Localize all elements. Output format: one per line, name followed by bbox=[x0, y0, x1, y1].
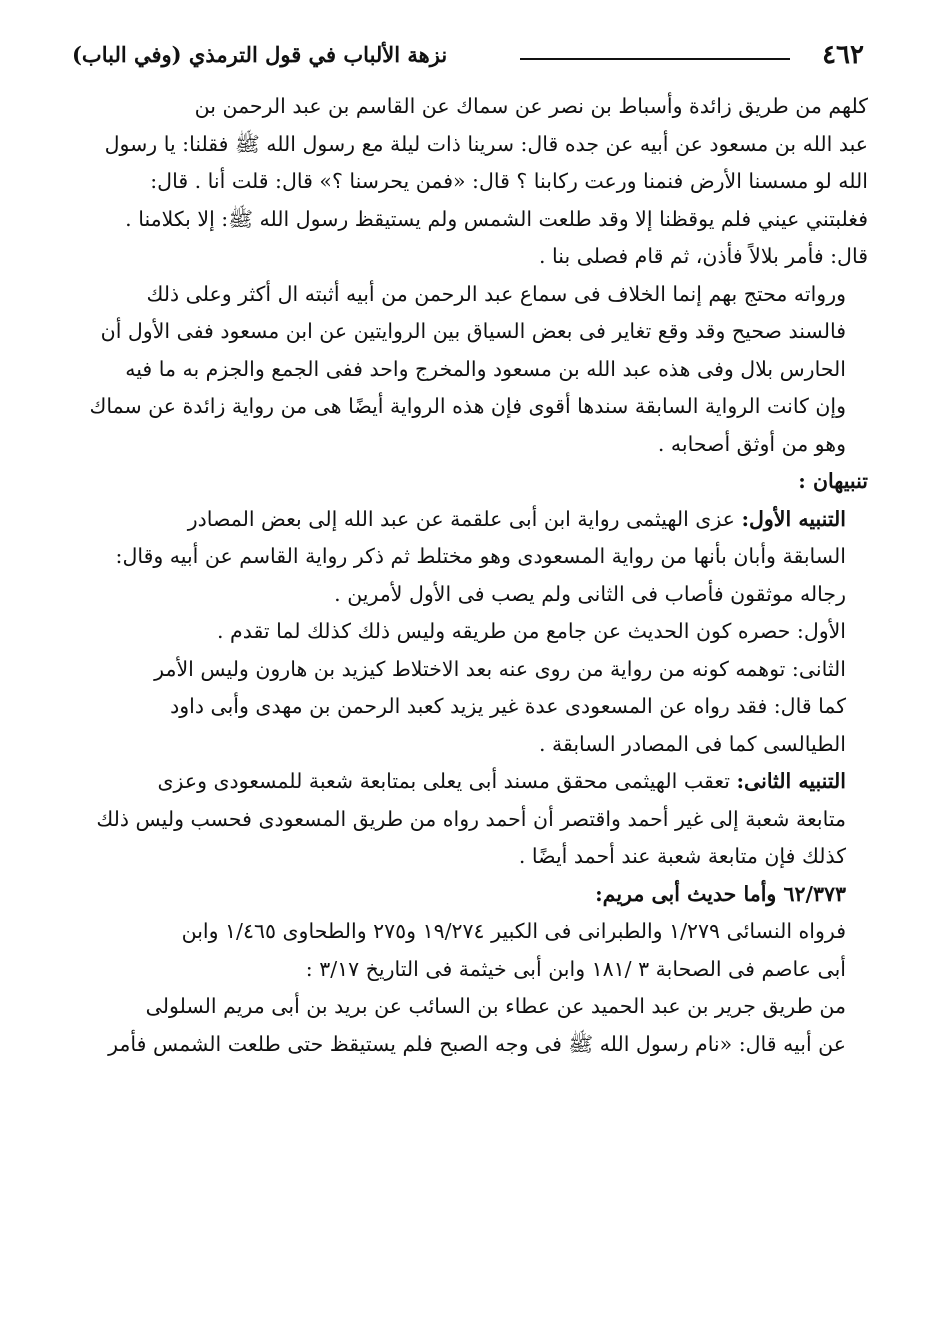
paragraph-note-two bbox=[78, 763, 868, 876]
note-text: تعقب الهيثمى محقق مسند أبى يعلى بمتابعة شعبة للمسعودى وعزى bbox=[157, 769, 730, 793]
text-line: رجاله موثقون فأصاب فى الثانى ولم يصب فى الأول لأمرين . bbox=[334, 581, 846, 606]
text-line: وهو من أوثق أصحابه . bbox=[657, 431, 846, 456]
paragraph-second-point bbox=[78, 651, 868, 764]
text-line bbox=[78, 501, 868, 539]
paragraph-narrators bbox=[78, 276, 868, 464]
text-line: كلهم من طريق زائدة وأسباط بن نصر عن سماك عن القاسم بن عبد الرحمن بن bbox=[194, 94, 868, 118]
text-line bbox=[78, 613, 868, 651]
note-label: التنبيه الثانى: bbox=[736, 769, 846, 793]
note-label: التنبيه الأول: bbox=[741, 506, 846, 531]
text-line: وإن كانت الرواية السابقة سندها أقوى فإن هذه الرواية أيضًا هى من رواية زائدة عن سماك bbox=[89, 394, 846, 418]
main-text bbox=[78, 88, 868, 1063]
note-text: عزى الهيثمى رواية ابن أبى علقمة عن عبد الله إلى بعض المصادر bbox=[187, 506, 735, 531]
text-line: عبد الله بن مسعود عن أبيه عن جده قال: سرينا ذات ليلة مع رسول الله ﷺ فقلنا: يا رسول bbox=[104, 131, 868, 156]
text-line: الطيالسى كما فى المصادر السابقة . bbox=[538, 731, 846, 756]
text-line: ورواته محتج بهم إنما الخلاف فى سماع عبد الرحمن من أبيه أثبته ال أكثر وعلى ذلك bbox=[146, 281, 846, 306]
paragraph-note-one bbox=[78, 501, 868, 614]
text-line: فغلبتني عيني فلم يوقظنا إلا وقد طلعت الشمس ولم يستيقظ رسول الله ﷺ: إلا بكلامنا . bbox=[125, 206, 868, 231]
text-line: السابقة وأبان بأنها من رواية المسعودى وهو مختلط ثم ذكر رواية القاسم عن أبيه وقال: bbox=[115, 544, 846, 568]
text-line: الله لو مسسنا الأرض فنمنا ورعت ركابنا ؟ قال: «فمن يحرسنا ؟» قال: قلت أنا . قال: bbox=[150, 169, 868, 193]
text-line: الحارس بلال وفى هذه عبد الله بن مسعود والمخرج واحد ففى الجمع والجزم به ما فيه bbox=[125, 356, 846, 381]
paragraph-first-point bbox=[78, 613, 868, 651]
text-line bbox=[78, 763, 868, 801]
paragraph-sources bbox=[78, 913, 868, 988]
text-line: أبى عاصم فى الصحابة ٣ /١٨١ وابن أبى خيثمة فى التاريخ ٣/١٧ : bbox=[305, 956, 846, 981]
point-label: الأول: bbox=[796, 619, 846, 643]
header-rule bbox=[520, 58, 790, 60]
point-text: توهمه كونه من رواية من روى عنه بعد الاختلاط كيزيد بن هارون وليس الأمر bbox=[154, 656, 786, 681]
text-line: فرواه النسائى ١/٢٧٩ والطبرانى فى الكبير ١٩/٢٧٤ و٢٧٥ والطحاوى ١/٤٦٥ وابن bbox=[181, 919, 846, 943]
page-header bbox=[72, 36, 872, 76]
running-title: نزهة الألباب في قول الترمذي (وفي الباب) bbox=[72, 42, 448, 67]
text-line: قال: فأمر بلالاً فأذن، ثم قام فصلى بنا . bbox=[539, 244, 868, 268]
text-line: متابعة شعبة إلى غير أحمد واقتصر أن أحمد رواه من طريق المسعودى فحسب وليس ذلك bbox=[96, 806, 846, 831]
paragraph-hadith-text bbox=[78, 88, 868, 276]
text-line: من طريق جرير بن عبد الحميد عن عطاء بن السائب عن بريد بن أبى مريم السلولى bbox=[145, 994, 846, 1018]
point-label: الثانى: bbox=[791, 656, 846, 681]
text-line: عن أبيه قال: «نام رسول الله ﷺ فى وجه الصبح فلم يستيقظ حتى طلعت الشمس فأمر bbox=[108, 1031, 846, 1056]
page-number: ٤٦٢ bbox=[822, 40, 864, 70]
point-text: حصره كون الحديث عن جامع من طريقه وليس ذلك كذلك لما تقدم . bbox=[217, 619, 791, 643]
text-line: كذلك فإن متابعة شعبة عند أحمد أيضًا . bbox=[518, 844, 846, 868]
text-line: فالسند صحيح وقد وقع تغاير فى بعض السياق بين الروايتين عن ابن مسعود ففى الأول أن bbox=[100, 319, 846, 343]
section-heading-abu-maryam: ٦٢/٣٧٣ وأما حديث أبى مريم: bbox=[595, 881, 846, 906]
text-line: كما قال: فقد رواه عن المسعودى عدة غير يزيد كعبد الرحمن بن مهدى وأبى داود bbox=[170, 694, 846, 718]
paragraph-chain bbox=[78, 988, 868, 1063]
text-line bbox=[78, 651, 868, 689]
section-heading-notes: تنبيهان : bbox=[798, 469, 868, 493]
